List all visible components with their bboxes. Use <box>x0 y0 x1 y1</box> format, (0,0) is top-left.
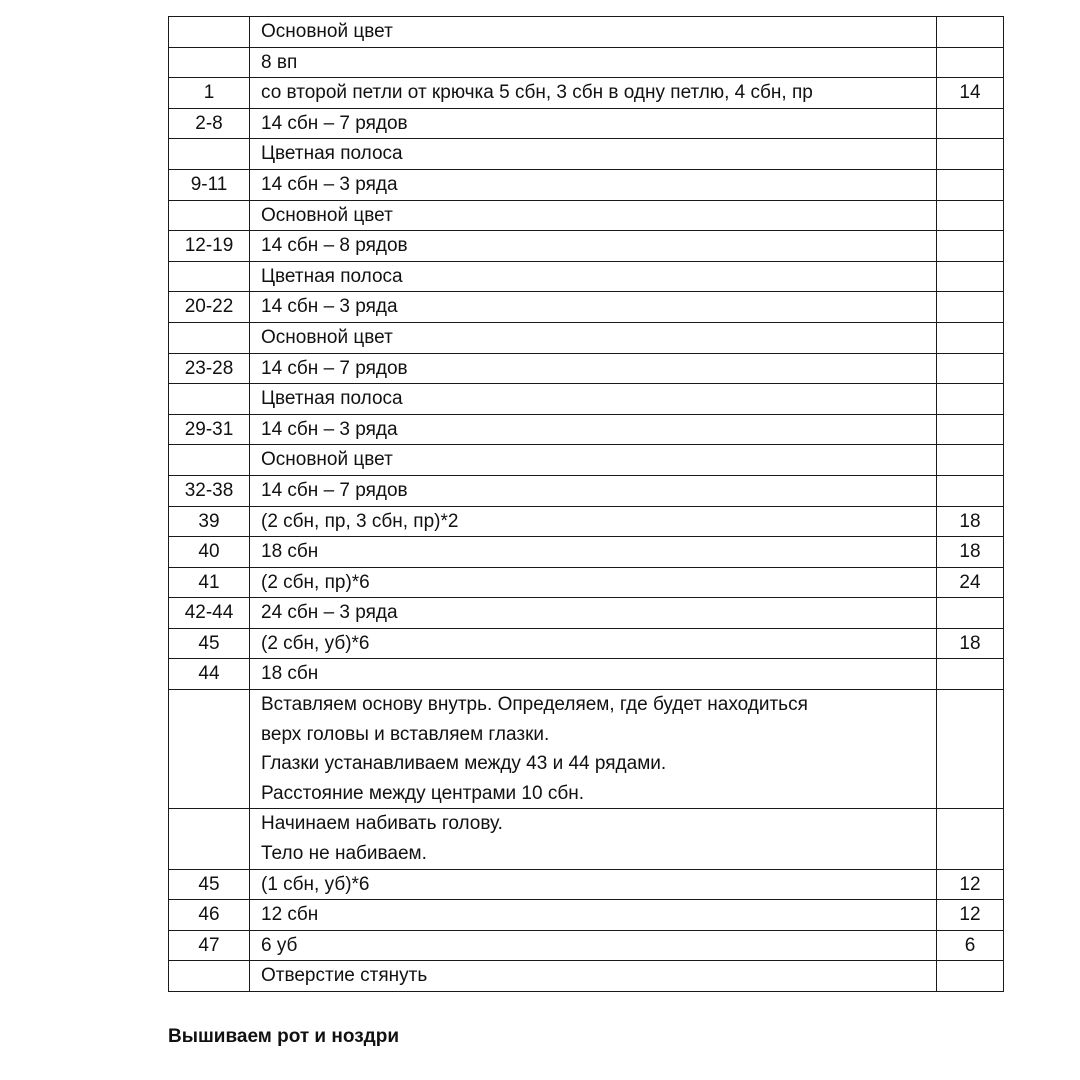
table-row <box>169 567 1004 598</box>
row-stitch-count-cell: 12 <box>937 869 1004 900</box>
table-row <box>169 900 1004 931</box>
row-instruction-cell: 14 сбн – 3 ряда <box>250 292 937 323</box>
table-row <box>169 261 1004 292</box>
row-number-cell <box>169 322 250 353</box>
row-stitch-count-cell: 24 <box>937 567 1004 598</box>
row-stitch-count-cell <box>937 17 1004 48</box>
row-stitch-count-cell <box>937 292 1004 323</box>
row-number-cell: 1 <box>169 78 250 109</box>
row-stitch-count-cell <box>937 475 1004 506</box>
row-stitch-count-cell <box>937 414 1004 445</box>
row-number-cell <box>169 47 250 78</box>
row-stitch-count-cell <box>937 139 1004 170</box>
table-row <box>169 506 1004 537</box>
table-row <box>169 353 1004 384</box>
table-row <box>169 598 1004 629</box>
table-row <box>169 930 1004 961</box>
row-number-cell: 45 <box>169 869 250 900</box>
row-instruction-cell: 12 сбн <box>250 900 937 931</box>
table-row <box>169 445 1004 476</box>
row-stitch-count-cell <box>937 659 1004 690</box>
row-stitch-count-cell: 18 <box>937 537 1004 568</box>
row-instruction-cell: со второй петли от крючка 5 сбн, 3 сбн в одну петлю, 4 сбн, пр <box>250 78 937 109</box>
row-number-cell: 42-44 <box>169 598 250 629</box>
table-row <box>169 78 1004 109</box>
row-number-cell: 44 <box>169 659 250 690</box>
pattern-table <box>168 16 1004 992</box>
row-stitch-count-cell <box>937 445 1004 476</box>
row-instruction-cell: 14 сбн – 7 рядов <box>250 475 937 506</box>
row-instruction-cell: 8 вп <box>250 47 937 78</box>
row-stitch-count-cell <box>937 169 1004 200</box>
table-row <box>169 108 1004 139</box>
row-number-cell: 9-11 <box>169 169 250 200</box>
table-row <box>169 231 1004 262</box>
row-number-cell <box>169 17 250 48</box>
row-instruction-cell: Начинаем набивать голову. Тело не набиваем. <box>250 809 937 869</box>
row-number-cell: 23-28 <box>169 353 250 384</box>
row-stitch-count-cell <box>937 322 1004 353</box>
table-row <box>169 961 1004 992</box>
row-number-cell: 32-38 <box>169 475 250 506</box>
row-instruction-cell: Основной цвет <box>250 445 937 476</box>
row-stitch-count-cell <box>937 108 1004 139</box>
table-row <box>169 17 1004 48</box>
row-number-cell: 12-19 <box>169 231 250 262</box>
row-instruction-cell: (2 сбн, пр)*6 <box>250 567 937 598</box>
table-row <box>169 628 1004 659</box>
section-heading: Вышиваем рот и ноздри <box>168 1026 400 1047</box>
table-row <box>169 47 1004 78</box>
row-instruction-cell: Цветная полоса <box>250 384 937 415</box>
row-instruction-cell: (2 сбн, пр, 3 сбн, пр)*2 <box>250 506 937 537</box>
table-row <box>169 169 1004 200</box>
row-stitch-count-cell <box>937 231 1004 262</box>
table-row <box>169 809 1004 869</box>
table-row <box>169 200 1004 231</box>
row-number-cell: 29-31 <box>169 414 250 445</box>
row-stitch-count-cell <box>937 598 1004 629</box>
row-stitch-count-cell <box>937 809 1004 869</box>
table-row <box>169 384 1004 415</box>
row-instruction-cell: 18 сбн <box>250 537 937 568</box>
row-stitch-count-cell: 6 <box>937 930 1004 961</box>
row-instruction-cell: (1 сбн, уб)*6 <box>250 869 937 900</box>
table-row <box>169 414 1004 445</box>
row-instruction-cell: 18 сбн <box>250 659 937 690</box>
row-stitch-count-cell <box>937 353 1004 384</box>
row-number-cell: 20-22 <box>169 292 250 323</box>
row-stitch-count-cell <box>937 961 1004 992</box>
row-number-cell: 41 <box>169 567 250 598</box>
row-number-cell: 2-8 <box>169 108 250 139</box>
table-row <box>169 690 1004 809</box>
row-instruction-cell: 14 сбн – 3 ряда <box>250 414 937 445</box>
row-stitch-count-cell: 18 <box>937 506 1004 537</box>
row-stitch-count-cell <box>937 261 1004 292</box>
row-number-cell <box>169 384 250 415</box>
row-number-cell <box>169 200 250 231</box>
table-row <box>169 659 1004 690</box>
row-instruction-cell: Цветная полоса <box>250 261 937 292</box>
row-instruction-cell: Основной цвет <box>250 200 937 231</box>
row-number-cell <box>169 690 250 809</box>
row-instruction-cell: Отверстие стянуть <box>250 961 937 992</box>
table-row <box>169 292 1004 323</box>
row-number-cell <box>169 809 250 869</box>
row-stitch-count-cell <box>937 384 1004 415</box>
row-stitch-count-cell <box>937 200 1004 231</box>
row-instruction-cell: Основной цвет <box>250 17 937 48</box>
row-stitch-count-cell: 14 <box>937 78 1004 109</box>
table-row <box>169 475 1004 506</box>
row-instruction-cell: 14 сбн – 8 рядов <box>250 231 937 262</box>
table-row <box>169 537 1004 568</box>
row-stitch-count-cell <box>937 690 1004 809</box>
pattern-table-body <box>169 17 1004 992</box>
row-number-cell: 46 <box>169 900 250 931</box>
table-row <box>169 139 1004 170</box>
row-number-cell <box>169 445 250 476</box>
row-instruction-cell: Основной цвет <box>250 322 937 353</box>
row-instruction-cell: 14 сбн – 7 рядов <box>250 108 937 139</box>
row-instruction-cell: 24 сбн – 3 ряда <box>250 598 937 629</box>
row-instruction-cell: Вставляем основу внутрь. Определяем, где будет находиться верх головы и вставляем глазки. Глазки устанавливаем между 43 и 44 рядами. Расстояние между центрами 10 сбн. <box>250 690 937 809</box>
row-stitch-count-cell: 18 <box>937 628 1004 659</box>
row-number-cell <box>169 139 250 170</box>
row-instruction-cell: 6 уб <box>250 930 937 961</box>
row-number-cell: 47 <box>169 930 250 961</box>
row-instruction-cell: 14 сбн – 3 ряда <box>250 169 937 200</box>
row-number-cell <box>169 261 250 292</box>
table-row <box>169 869 1004 900</box>
row-instruction-cell: (2 сбн, уб)*6 <box>250 628 937 659</box>
row-number-cell: 40 <box>169 537 250 568</box>
row-stitch-count-cell <box>937 47 1004 78</box>
row-instruction-cell: Цветная полоса <box>250 139 937 170</box>
table-row <box>169 322 1004 353</box>
row-number-cell: 45 <box>169 628 250 659</box>
row-number-cell <box>169 961 250 992</box>
row-number-cell: 39 <box>169 506 250 537</box>
row-stitch-count-cell: 12 <box>937 900 1004 931</box>
row-instruction-cell: 14 сбн – 7 рядов <box>250 353 937 384</box>
